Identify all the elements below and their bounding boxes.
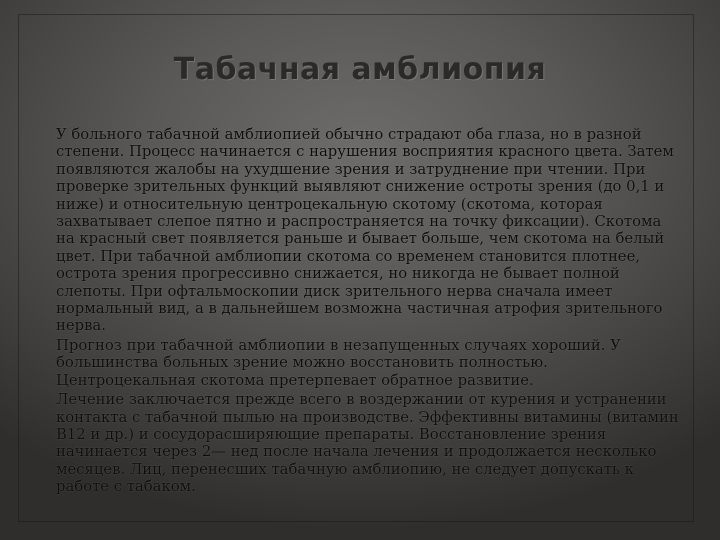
slide-title: Табачная амблиопия bbox=[173, 52, 547, 87]
paragraph-treatment: Лечение заключается прежде всего в воздержании от курения и устранении контакта с табачной пылью на производстве. Эффективны витамины (витамин В12 и др.) и сосудорасширяющие препараты. Восстановление зрения начинается через 2— нед после начала лечения и продолжается несколько месяцев. Лиц, перенесших табачную амблиопию, не следует допускать к работе с табаком. bbox=[56, 391, 679, 496]
slide-body bbox=[56, 126, 680, 498]
paragraph-prognosis: Прогноз при табачной амблиопии в незапущенных случаях хороший. У большинства больных зрение можно восстановить полностью. Центроцекальная скотома претерпевает обратное развитие. bbox=[56, 336, 621, 389]
paragraph-symptoms: У больного табачной амблиопией обычно страдают оба глаза, но в разной степени. Процесс начинается с нарушения восприятия красного цвета. Затем появляются жалобы на ухудшение зрения и затруднение при чтении. При проверке зрительных функций выявляют снижение остроты зрения (до 0,1 и ниже) и относительную центроцекальную скотому (скотома, которая захватывает слепое пятно и распространяется на точку фиксации). Скотома на красный свет появляется раньше и бывает больше, чем скотома на белый цвет. При табачной амблиопии скотома со временем становится плотнее, острота зрения прогрессивно снижается, но никогда не бывает полной слепоты. При офтальмоскопии диск зрительного нерва сначала имеет нормальный вид, а в дальнейшем возможна частичная атрофия зрительного нерва. bbox=[56, 126, 674, 335]
